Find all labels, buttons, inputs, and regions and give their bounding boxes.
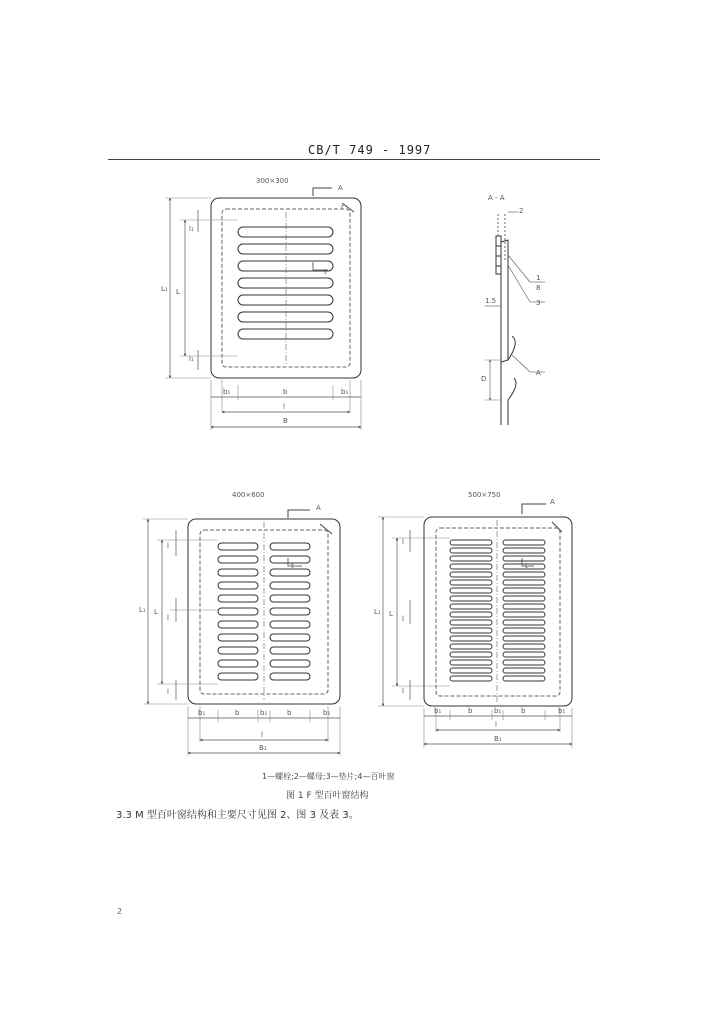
fig-top-dim-L: L bbox=[176, 288, 180, 296]
figure-top-louver bbox=[165, 188, 361, 430]
louver-slots-mid-left bbox=[218, 543, 258, 680]
fig-top-dim-L1: L₁ bbox=[161, 285, 168, 293]
fig-mid-dim-B1: B₁ bbox=[259, 744, 267, 752]
fig-right-dim-l-bottom: l bbox=[402, 687, 404, 695]
standard-number: CB/T 749 - 1997 bbox=[308, 143, 432, 157]
louver-slots-right-right bbox=[503, 540, 545, 681]
figure-right-louver bbox=[378, 504, 572, 748]
fig-mid-dim-t: t bbox=[291, 562, 294, 570]
figure-caption: 图 1 F 型百叶窗结构 bbox=[286, 791, 369, 801]
section-view-a-a bbox=[485, 212, 545, 425]
section-title: A - A bbox=[488, 194, 505, 202]
section-callout-3: 3 bbox=[536, 299, 541, 307]
clause-3-3: 3.3 M 型百叶窗结构和主要尺寸见图 2、图 3 及表 3。 bbox=[116, 810, 359, 821]
fig-mid-dim-L1: L₁ bbox=[139, 606, 146, 614]
fig-right-dim-L1: L₁ bbox=[374, 608, 381, 616]
fig-mid-dim-L: L bbox=[154, 608, 158, 616]
section-dim-D: D bbox=[481, 375, 487, 383]
section-callout-8: 8 bbox=[536, 284, 541, 292]
fig-right-dim-b1-b: b₁ bbox=[494, 707, 502, 715]
fig-right-section-mark: A bbox=[550, 498, 555, 506]
fig-mid-dim-b-a: b bbox=[235, 709, 240, 717]
fig-right-dim-t: t bbox=[525, 562, 528, 570]
fig-top-dim-l1-top: l₁ bbox=[189, 225, 194, 233]
fig-right-dim-b-b: b bbox=[521, 707, 526, 715]
fig-right-dim-b-a: b bbox=[468, 707, 473, 715]
fig-right-dim-b1-c: b₁ bbox=[558, 707, 566, 715]
fig-top-dim-b1-left: b₁ bbox=[223, 388, 231, 396]
fig-right-dim-b1-a: b₁ bbox=[434, 707, 442, 715]
figure-mid-louver bbox=[143, 510, 340, 756]
fig-mid-dim-b-b: b bbox=[287, 709, 292, 717]
section-callout-1: 1 bbox=[536, 274, 541, 282]
fig-right-dim-l-top: l bbox=[402, 538, 404, 546]
fig-mid-dim-l-top: l bbox=[167, 542, 169, 550]
page-number: 2 bbox=[117, 907, 123, 916]
fig-top-dim-B: B bbox=[283, 417, 288, 425]
fig-right-size-label: 500×750 bbox=[468, 491, 501, 499]
section-callout-A: A bbox=[536, 369, 541, 377]
fig-right-dim-l-horiz: l bbox=[495, 721, 497, 729]
fig-mid-dim-l-bottom: l bbox=[167, 688, 169, 696]
fig-mid-dim-b1-a: b₁ bbox=[198, 709, 206, 717]
fig-top-dim-t: t bbox=[324, 268, 327, 276]
fig-top-dim-l: l bbox=[283, 403, 285, 411]
fig-top-dim-b: b bbox=[283, 388, 288, 396]
fig-right-dim-B1: B₁ bbox=[494, 735, 502, 743]
louver-slots-right-left bbox=[450, 540, 492, 681]
fig-top-radius: r bbox=[341, 203, 344, 211]
louver-slots-mid-right bbox=[270, 543, 310, 680]
section-callout-2: 2 bbox=[519, 207, 524, 215]
fig-mid-size-label: 400×600 bbox=[232, 491, 265, 499]
fig-top-size-label: 300×300 bbox=[256, 177, 289, 185]
fig-top-dim-l1-bottom: l₁ bbox=[189, 355, 194, 363]
fig-mid-dim-b1-c: b₁ bbox=[323, 709, 331, 717]
fig-top-dim-b1-right: b₁ bbox=[341, 388, 349, 396]
section-dim-1-5: 1.5 bbox=[485, 297, 497, 305]
fig-top-section-mark: A bbox=[338, 184, 343, 192]
fig-right-dim-l-mid: l bbox=[402, 615, 404, 623]
figure-legend: 1—螺栓;2—螺母;3—垫片;4—百叶窗 bbox=[262, 772, 395, 781]
fig-mid-dim-l-mid: l bbox=[167, 614, 169, 622]
fig-right-dim-L: L bbox=[389, 610, 393, 618]
louver-slots bbox=[238, 227, 333, 339]
fig-mid-section-mark: A bbox=[316, 504, 321, 512]
fig-mid-dim-l-horiz: l bbox=[261, 731, 263, 739]
fig-mid-dim-b1-b: b₁ bbox=[260, 709, 268, 717]
